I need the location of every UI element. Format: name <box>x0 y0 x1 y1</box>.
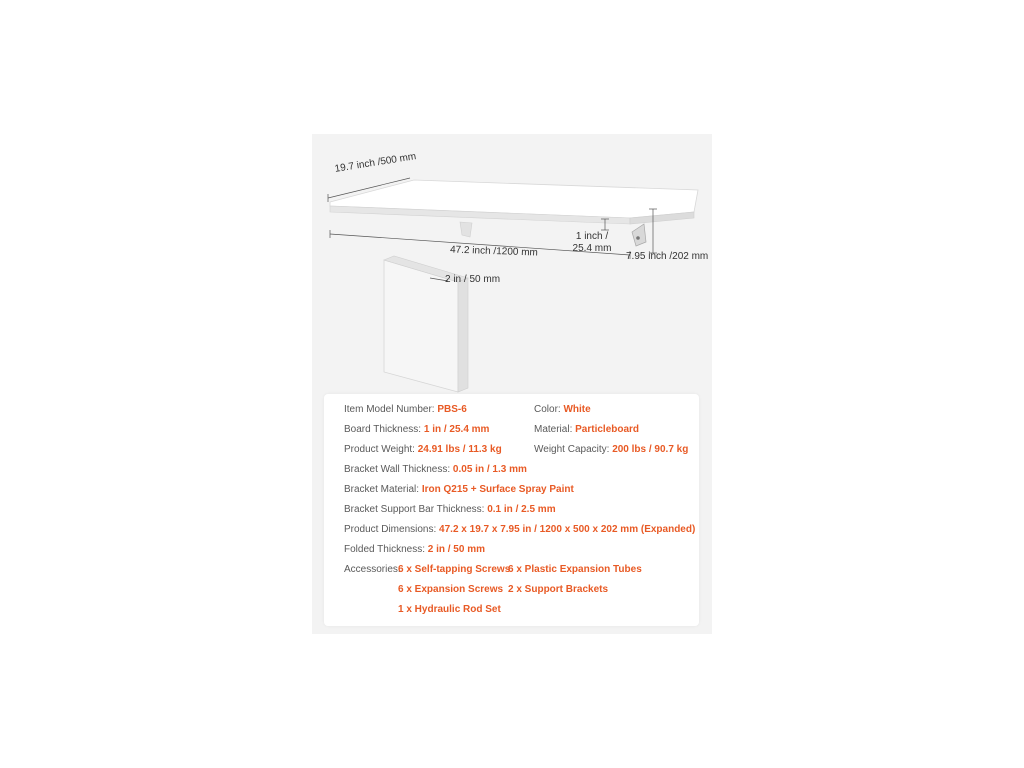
spec-product-weight <box>344 444 502 456</box>
folded-panel-side <box>458 278 468 392</box>
spec-value: 0.05 in / 1.3 mm <box>452 464 527 475</box>
spec-value: 200 lbs / 90.7 kg <box>612 444 689 455</box>
spec-board-thickness <box>344 424 489 436</box>
spec-label: Material: <box>534 424 576 435</box>
width-label: 47.2 inch /1200 mm <box>449 244 539 259</box>
folded-label: 2 in / 50 mm <box>445 274 501 285</box>
spec-value: 2 in / 50 mm <box>427 544 485 555</box>
spec-label: Folded Thickness: <box>344 544 428 555</box>
product-panel <box>312 134 712 634</box>
spec-weight-capacity <box>534 444 688 456</box>
spec-product-dimensions <box>344 524 695 536</box>
spec-value: 24.91 lbs / 11.3 kg <box>417 444 502 455</box>
spec-label: Bracket Support Bar Thickness: <box>344 504 488 515</box>
accessory-item: 2 x Support Brackets <box>508 584 609 595</box>
spec-bracket-support-bar-thickness <box>344 504 556 516</box>
bracket-screw <box>636 236 640 240</box>
accessory-item: 6 x Self-tapping Screws <box>398 564 511 575</box>
spec-value: White <box>563 404 591 415</box>
height-label: 7.95 inch /202 mm <box>626 251 709 262</box>
spec-color <box>534 404 591 416</box>
spec-value: 1 in / 25.4 mm <box>423 424 490 435</box>
spec-label: Product Dimensions: <box>344 524 440 535</box>
spec-label: Bracket Material: <box>344 484 422 495</box>
spec-folded-thickness <box>344 544 485 556</box>
spec-card <box>324 394 699 626</box>
spec-label: Product Weight: <box>344 444 418 455</box>
spec-label: Item Model Number: <box>344 404 438 415</box>
spec-accessories-label <box>344 564 401 576</box>
spec-bracket-material <box>344 484 574 496</box>
spec-label: Bracket Wall Thickness: <box>344 464 453 475</box>
spec-label: Accessories: <box>344 564 401 575</box>
accessory-item: 6 x Expansion Screws <box>398 584 504 595</box>
accessory-item: 6 x Plastic Expansion Tubes <box>508 564 642 575</box>
spec-material <box>534 424 639 436</box>
product-illustration <box>312 134 712 394</box>
spec-value: Iron Q215 + Surface Spray Paint <box>421 484 574 495</box>
spec-value: PBS-6 <box>437 404 467 415</box>
spec-label: Weight Capacity: <box>534 444 613 455</box>
accessory-item: 1 x Hydraulic Rod Set <box>398 604 501 615</box>
depth-label: 19.7 inch /500 mm <box>334 151 417 175</box>
thickness-label: 1 inch / 25.4 mm <box>572 231 612 254</box>
spec-model <box>344 404 467 416</box>
wall-bracket <box>632 224 646 246</box>
table-drawing <box>312 134 712 394</box>
spec-label: Color: <box>534 404 564 415</box>
spec-value: 0.1 in / 2.5 mm <box>487 504 556 515</box>
spec-value: 47.2 x 19.7 x 7.95 in / 1200 x 500 x 202 mm (Expanded) <box>439 524 696 535</box>
spec-value: Particleboard <box>575 424 640 435</box>
spec-bracket-wall-thickness <box>344 464 527 476</box>
spec-label: Board Thickness: <box>344 424 424 435</box>
support-bracket <box>460 222 472 237</box>
